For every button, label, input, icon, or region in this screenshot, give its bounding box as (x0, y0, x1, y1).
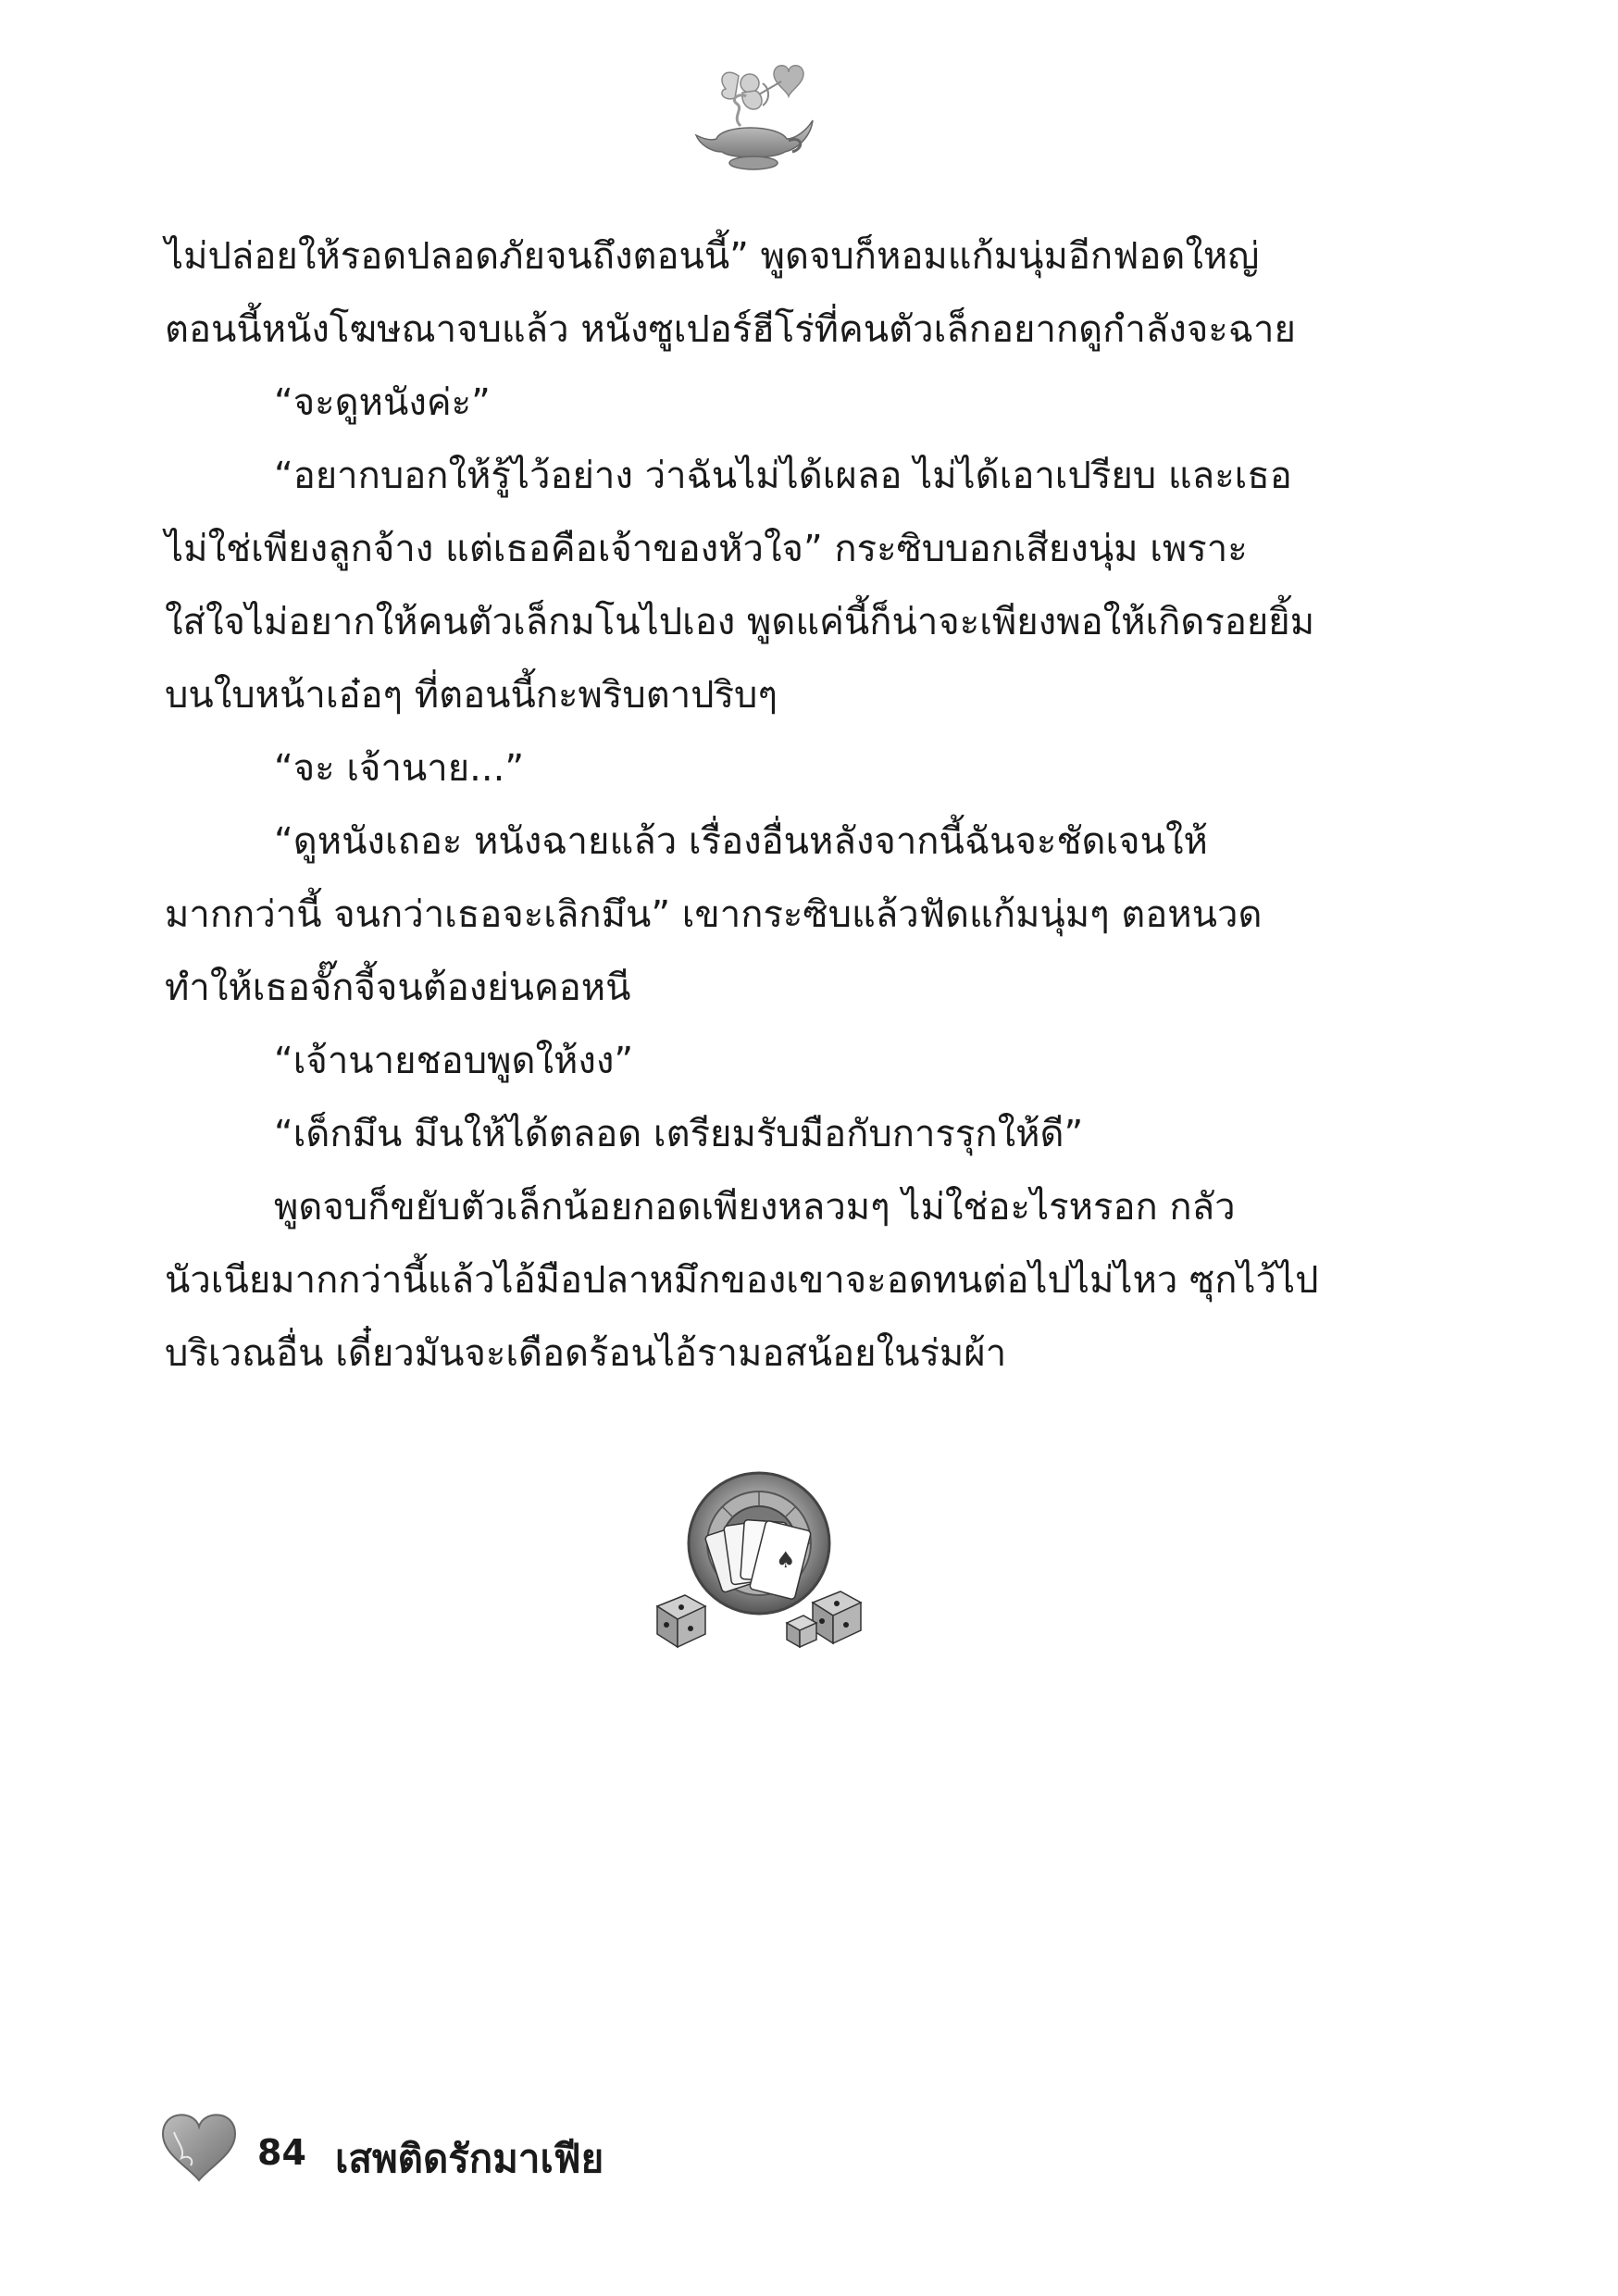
paragraph-line: บนใบหน้าเอ๋อๆ ที่ตอนนี้กะพริบตาปริบๆ (165, 674, 778, 717)
paragraph-line: ไม่ใช่เพียงลูกจ้าง แต่เธอคือเจ้าของหัวใจ” กระซิบบอกเสียงนุ่ม เพราะ (165, 528, 1248, 570)
paragraph-line: พูดจบก็ขยับตัวเล็กน้อยกอดเพียงหลวมๆ ไม่ใช่อะไรหรอก กลัว (274, 1186, 1236, 1229)
paragraph-line: “จะ เจ้านาย...” (274, 747, 525, 790)
paragraph-line: ตอนนี้หนังโฆษณาจบแล้ว หนังซูเปอร์ฮีโร่ที่คนตัวเล็กอยากดูกำลังจะฉาย (165, 308, 1296, 351)
paragraph-line: “อยากบอกให้รู้ไว้อย่าง ว่าฉันไม่ได้เผลอ ไม่ได้เอาเปรียบ และเธอ (274, 455, 1292, 497)
roulette-cards-dice-icon (648, 1467, 870, 1653)
paragraph-line: บริเวณอื่น เดี๋ยวมันจะเดือดร้อนไอ้รามอสน้อยในร่มผ้า (165, 1332, 1007, 1375)
paragraph-line: มากกว่านี้ จนกว่าเธอจะเลิกมึน” เขากระซิบแล้วฟัดแก้มนุ่มๆ ตอหนวด (165, 893, 1263, 936)
cupid-lamp-icon (685, 56, 824, 176)
page-number: 84 (257, 2132, 306, 2173)
chapter-body-text (165, 220, 1368, 1391)
paragraph-line: นัวเนียมากกว่านี้แล้วไอ้มือปลาหมึกของเขาจะอดทนต่อไปไม่ไหว ซุกไว้ไป (165, 1259, 1319, 1302)
paragraph-line: ทำให้เธอจั๊กจี้จนต้องย่นคอหนี (165, 967, 631, 1009)
paragraph-line: “เจ้านายชอบพูดให้งง” (274, 1040, 634, 1082)
paragraph-line: “จะดูหนังค่ะ” (274, 381, 491, 424)
paragraph-line: ใส่ใจไม่อยากให้คนตัวเล็กมโนไปเอง พูดแค่นี้ก็น่าจะเพียงพอให้เกิดรอยยิ้ม (165, 601, 1315, 643)
svg-text:♠: ♠ (776, 1547, 796, 1573)
paragraph-line: “ดูหนังเถอะ หนังฉายแล้ว เรื่องอื่นหลังจากนี้ฉันจะชัดเจนให้ (274, 820, 1208, 863)
page-footer (157, 2106, 805, 2190)
paragraph-line: ไม่ปล่อยให้รอดปลอดภัยจนถึงตอนนี้” พูดจบก็หอมแก้มนุ่มอีกฟอดใหญ่ (165, 235, 1260, 278)
heart-icon (157, 2106, 241, 2184)
book-title: เสพติดรักมาเฟีย (335, 2136, 604, 2181)
paragraph-line: “เด็กมึน มึนให้ได้ตลอด เตรียมรับมือกับการรุกให้ดี” (274, 1113, 1084, 1155)
